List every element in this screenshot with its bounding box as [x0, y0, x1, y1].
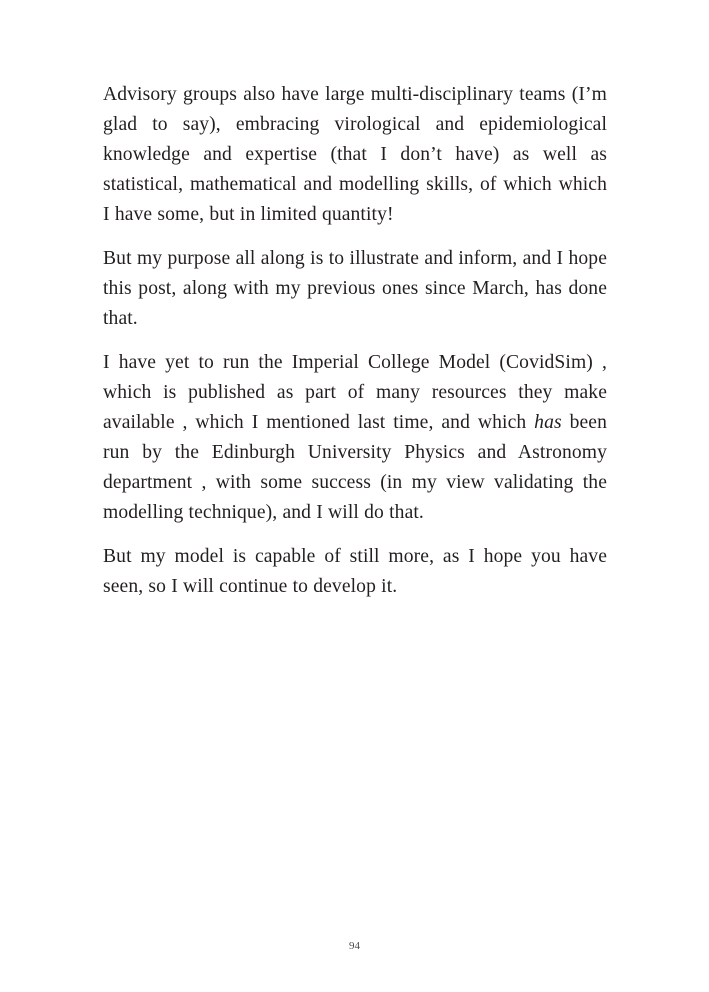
- paragraph-3-segment-1: I have yet to run the Imperial College Model (CovidSim) , which is published as part of many resources they make available , which I mentioned last time, and which: [103, 352, 607, 433]
- paragraph-3-segment-3: been run by the Edinburgh University Physics and Astronomy department , with some success (in my view validating the modelling technique), and I will do that.: [103, 412, 607, 523]
- page-number: 94: [349, 940, 360, 952]
- body-text-column: [103, 80, 607, 602]
- paragraph-3-emphasis: has: [534, 412, 562, 433]
- paragraph-1: Advisory groups also have large multi-disciplinary teams (I’m glad to say), embracing virological and epidemiological knowledge and expertise (that I don’t have) as well as statistical, mathematical and modelling skills, of which which I have some, but in limited quantity!: [103, 84, 607, 225]
- paragraph-3: [103, 348, 607, 528]
- paragraph-4: But my model is capable of still more, as I hope you have seen, so I will continue to develop it.: [103, 546, 607, 597]
- paragraph-2: But my purpose all along is to illustrate and inform, and I hope this post, along with my previous ones since March, has done that.: [103, 248, 607, 329]
